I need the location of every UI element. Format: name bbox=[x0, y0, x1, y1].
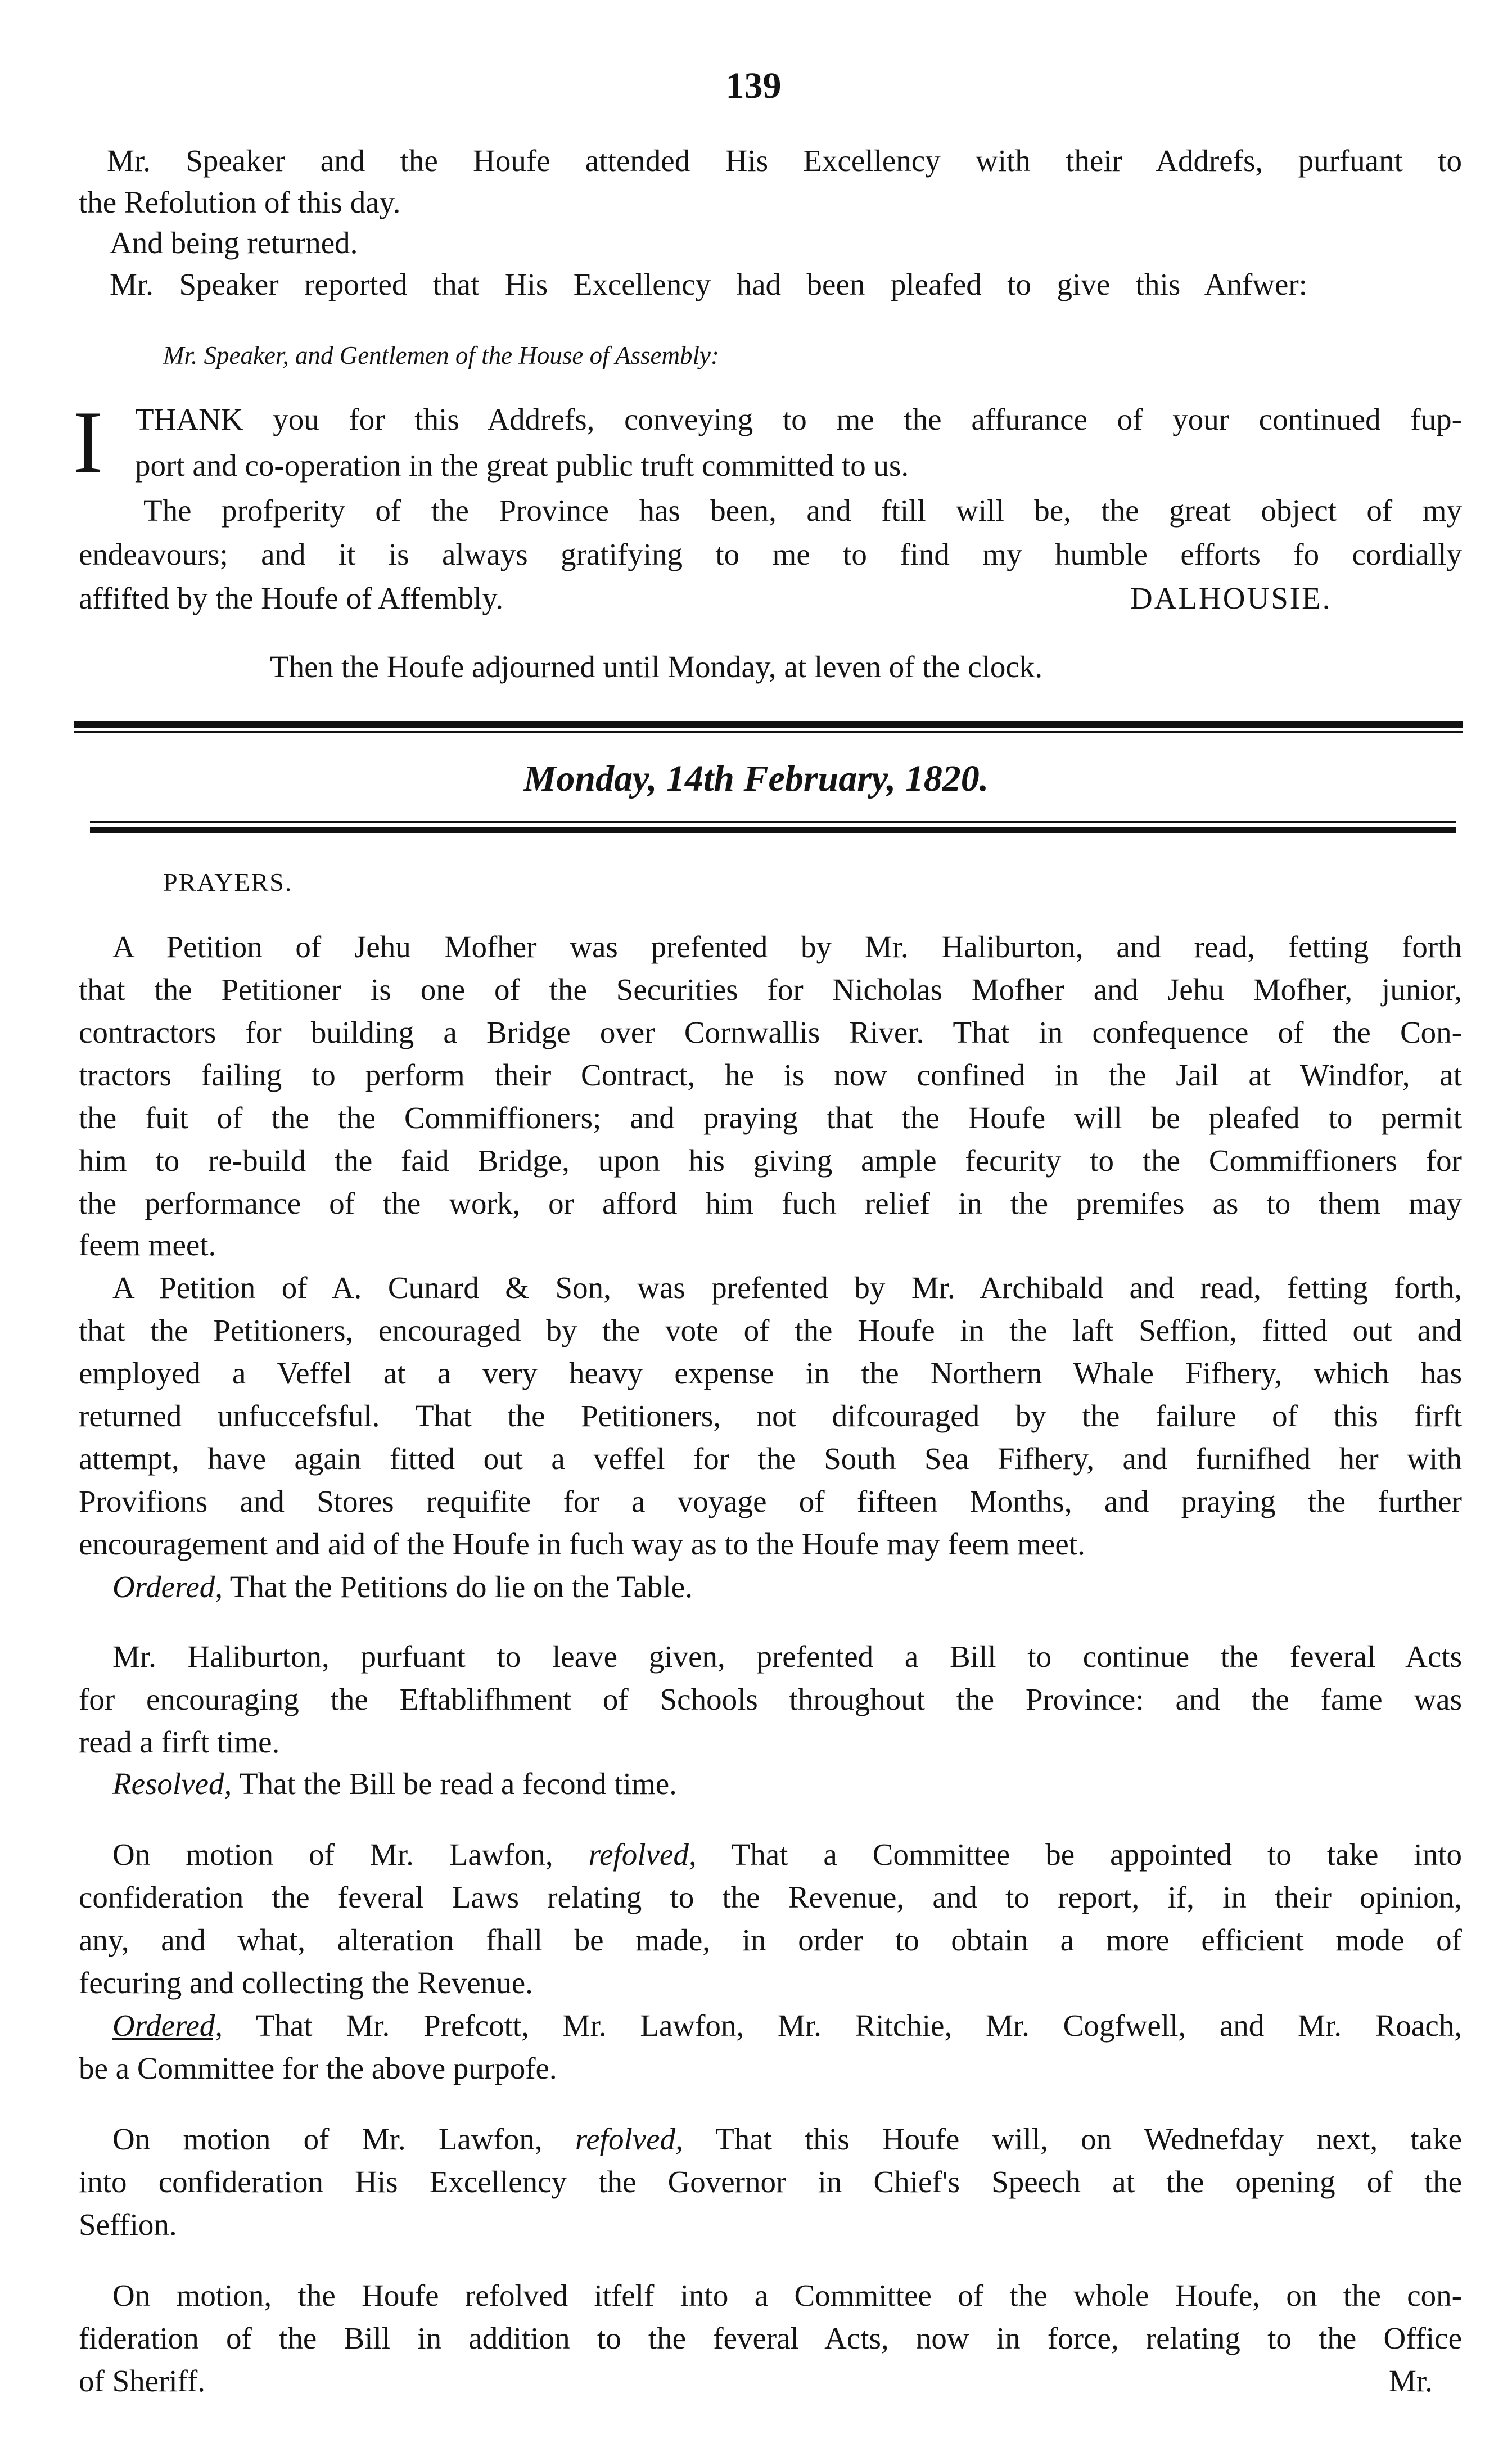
text-line: him to re-build the faid Bridge, upon his giving ample fecurity to the Commiffioners for bbox=[79, 1143, 1462, 1178]
text-line: feem meet. bbox=[79, 1228, 216, 1262]
text-line: contractors for building a Bridge over Cornwallis River. That in confequence of the Con- bbox=[79, 1015, 1462, 1049]
text-line: confideration the feveral Laws relating to the Revenue, and to report, if, in their opinion, bbox=[79, 1880, 1462, 1914]
motion-resolved: refolved, bbox=[588, 1837, 697, 1872]
ordered-line bbox=[112, 2010, 1462, 2041]
text-line: employed a Veffel at a very heavy expense in the Northern Whale Fifhery, which has bbox=[79, 1356, 1462, 1390]
text-line: tractors failing to perform their Contract, he is now confined in the Jail at Windfor, at bbox=[79, 1058, 1462, 1092]
ordered-lead: Ordered, bbox=[112, 2008, 223, 2043]
salutation: Mr. Speaker, and Gentlemen of the House of Assembly: bbox=[163, 341, 719, 369]
page-number: 139 bbox=[725, 65, 782, 106]
text-line: of Sheriff. bbox=[79, 2364, 206, 2398]
top-rule-thick bbox=[74, 721, 1463, 728]
resolved-text: That the Bill be read a fecond time. bbox=[232, 1766, 677, 1801]
text-line: affifted by the Houfe of Affembly. bbox=[79, 581, 504, 615]
text-line: read a firft time. bbox=[79, 1725, 280, 1759]
prayers-heading: PRAYERS. bbox=[163, 868, 293, 896]
ordered-lead: Ordered, bbox=[112, 1570, 223, 1604]
drop-cap: I bbox=[73, 393, 103, 492]
text-line: A Petition of A. Cunard & Son, was prefented by Mr. Archibald and read, fetting forth, bbox=[112, 1270, 1462, 1305]
text-line: that the Petitioners, encouraged by the vote of the Houfe in the laft Seffion, fitted out and bbox=[79, 1313, 1462, 1347]
ordered-text: That Mr. Prefcott, Mr. Lawfon, Mr. Ritchie, Mr. Cogfwell, and Mr. Roach, bbox=[223, 2008, 1462, 2043]
text-line: returned unfuccefsful. That the Petitioners, not difcouraged by the failure of this firft bbox=[79, 1399, 1462, 1433]
motion-intro: On motion of Mr. Lawfon, bbox=[112, 1837, 553, 1872]
bottom-rule-thick bbox=[90, 827, 1456, 833]
resolved-line bbox=[112, 1768, 677, 1799]
text-line bbox=[112, 1839, 1462, 1870]
motion-text: That this Houfe will, on Wednefday next, take bbox=[715, 2122, 1463, 2156]
text-line: attempt, have again fitted out a veffel for the South Sea Fifhery, and furnifhed her with bbox=[79, 1441, 1462, 1476]
text-line: into confideration His Excellency the Governor in Chief's Speech at the opening of the bbox=[79, 2165, 1462, 2199]
text-line: be a Committee for the above purpofe. bbox=[79, 2051, 557, 2085]
adjourned-line: Then the Houfe adjourned until Monday, at leven of the clock. bbox=[270, 650, 1043, 684]
text-line: port and co-operation in the great public truft committed to us. bbox=[135, 448, 909, 483]
top-rule-thin bbox=[74, 731, 1463, 733]
text-line: On motion, the Houfe refolved itfelf into a Committee of the whole Houfe, on the con- bbox=[112, 2278, 1462, 2313]
text-line: the Refolution of this day. bbox=[79, 185, 401, 219]
catchword: Mr. bbox=[1389, 2364, 1433, 2398]
text-line: the performance of the work, or afford him fuch relief in the premifes as to them may bbox=[79, 1186, 1462, 1220]
text-line: A Petition of Jehu Mofher was prefented by Mr. Haliburton, and read, fetting forth bbox=[112, 930, 1462, 964]
text-line: Mr. Haliburton, purfuant to leave given, prefented a Bill to continue the feveral Acts bbox=[112, 1639, 1462, 1674]
motion-intro: On motion of Mr. Lawfon, bbox=[112, 2122, 543, 2156]
text-line: that the Petitioner is one of the Securities for Nicholas Mofher and Jehu Mofher, junior, bbox=[79, 972, 1462, 1007]
text-line: Mr. Speaker and the Houfe attended His Excellency with their Addrefs, purfuant to bbox=[107, 143, 1462, 178]
text-line: for encouraging the Eftablifhment of Schools throughout the Province: and the fame was bbox=[79, 1682, 1462, 1716]
text-line: And being returned. bbox=[110, 226, 358, 260]
resolved-lead: Resolved, bbox=[112, 1766, 232, 1801]
text-line: fecuring and collecting the Revenue. bbox=[79, 1966, 533, 2000]
date-heading: Monday, 14th February, 1820. bbox=[523, 758, 989, 799]
motion-resolved: refolved, bbox=[575, 2122, 683, 2156]
bottom-rule-thin bbox=[90, 821, 1456, 823]
motion-text: That a Committee be appointed to take into bbox=[731, 1837, 1462, 1872]
text-line: fideration of the Bill in addition to the feveral Acts, now in force, relating to the Office bbox=[79, 2321, 1462, 2355]
text-line: encouragement and aid of the Houfe in fuch way as to the Houfe may feem meet. bbox=[79, 1527, 1085, 1561]
text-line: endeavours; and it is always gratifying to me to find my humble efforts fo cordially bbox=[79, 537, 1462, 571]
text-line: Provifions and Stores requifite for a voyage of fifteen Months, and praying the further bbox=[79, 1484, 1462, 1518]
text-line bbox=[112, 2124, 1462, 2154]
text-line: The profperity of the Province has been, and ftill will be, the great object of my bbox=[143, 493, 1462, 528]
text-line: Mr. Speaker reported that His Excellency had been pleafed to give this Anfwer: bbox=[110, 267, 1307, 301]
text-line: any, and what, alteration fhall be made, in order to obtain a more efficient mode of bbox=[79, 1923, 1462, 1957]
ordered-line bbox=[112, 1571, 693, 1602]
ordered-text: That the Petitions do lie on the Table. bbox=[223, 1570, 693, 1604]
text-line: Seffion. bbox=[79, 2207, 177, 2242]
signature: DALHOUSIE. bbox=[1130, 581, 1332, 615]
text-line: THANK you for this Addrefs, conveying to me the affurance of your continued fup- bbox=[135, 402, 1462, 436]
text-line: the fuit of the the Commiffioners; and praying that the Houfe will be pleafed to permit bbox=[79, 1101, 1462, 1135]
